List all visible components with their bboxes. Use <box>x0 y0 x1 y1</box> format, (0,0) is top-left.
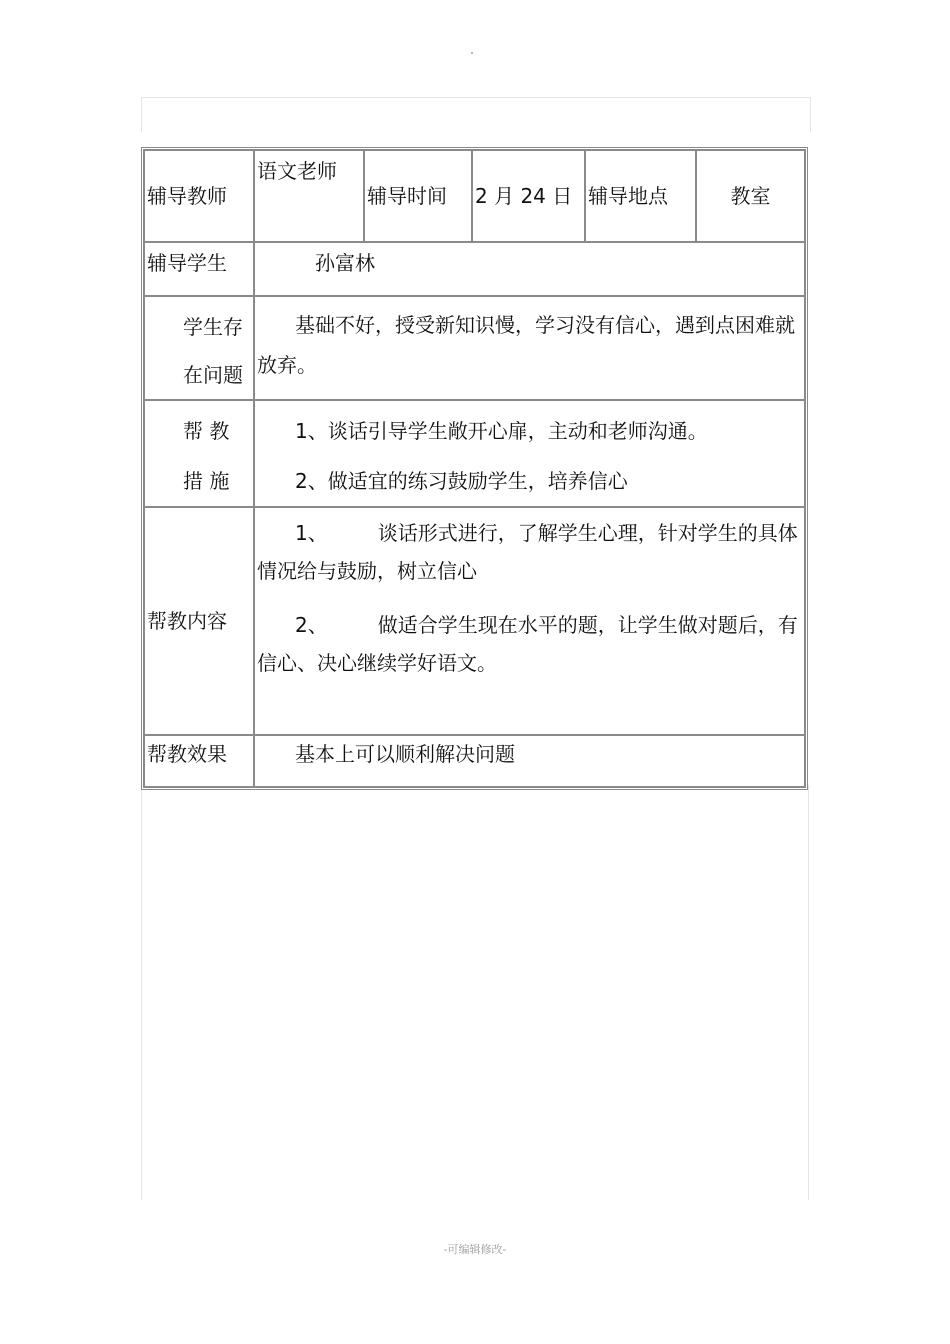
measure-item: 1、谈话引导学生敞开心扉，主动和老师沟通。 <box>295 419 708 443</box>
effect-row <box>144 735 805 787</box>
tutoring-record-table <box>141 147 808 790</box>
content-item: 1、 谈话形式进行，了解学生心理，针对学生的具体情况给与鼓励，树立信心 <box>257 521 798 583</box>
problems-label: 学生存在问题 <box>144 296 254 400</box>
problems-text <box>254 296 805 400</box>
teacher-label: 辅导教师 <box>144 150 254 242</box>
measure-item: 2、做适宜的练习鼓励学生，培养信心 <box>295 469 628 493</box>
page-frame-top <box>141 97 811 132</box>
student-label: 辅导学生 <box>144 242 254 296</box>
content-row <box>144 507 805 735</box>
time-value: 2 月 24 日 <box>472 150 585 242</box>
page-top-mark <box>471 52 473 54</box>
content-label: 帮教内容 <box>144 507 254 735</box>
measures-label: 帮 教 措 施 <box>144 400 254 507</box>
content-list <box>254 507 805 735</box>
teacher-value: 语文老师 <box>254 150 364 242</box>
page-footer: -可编辑修改- <box>443 1243 507 1256</box>
time-label: 辅导时间 <box>364 150 472 242</box>
problems-paragraph: 基础不好，授受新知识慢，学习没有信心，遇到点困难就放弃。 <box>257 313 795 377</box>
page-frame-right <box>808 785 809 1200</box>
effect-paragraph: 基本上可以顺利解决问题 <box>295 742 515 766</box>
student-row <box>144 242 805 296</box>
effect-label: 帮教效果 <box>144 735 254 787</box>
student-value: 孙富林 <box>254 242 805 296</box>
page-frame-left <box>141 785 142 1200</box>
effect-text <box>254 735 805 787</box>
content-item: 2、 做适合学生现在水平的题，让学生做对题后，有信心、决心继续学好语文。 <box>257 613 798 675</box>
problems-row <box>144 296 805 400</box>
place-value: 教室 <box>696 150 805 242</box>
place-label: 辅导地点 <box>585 150 696 242</box>
measures-list <box>254 400 805 507</box>
measures-row <box>144 400 805 507</box>
header-row <box>144 150 805 242</box>
